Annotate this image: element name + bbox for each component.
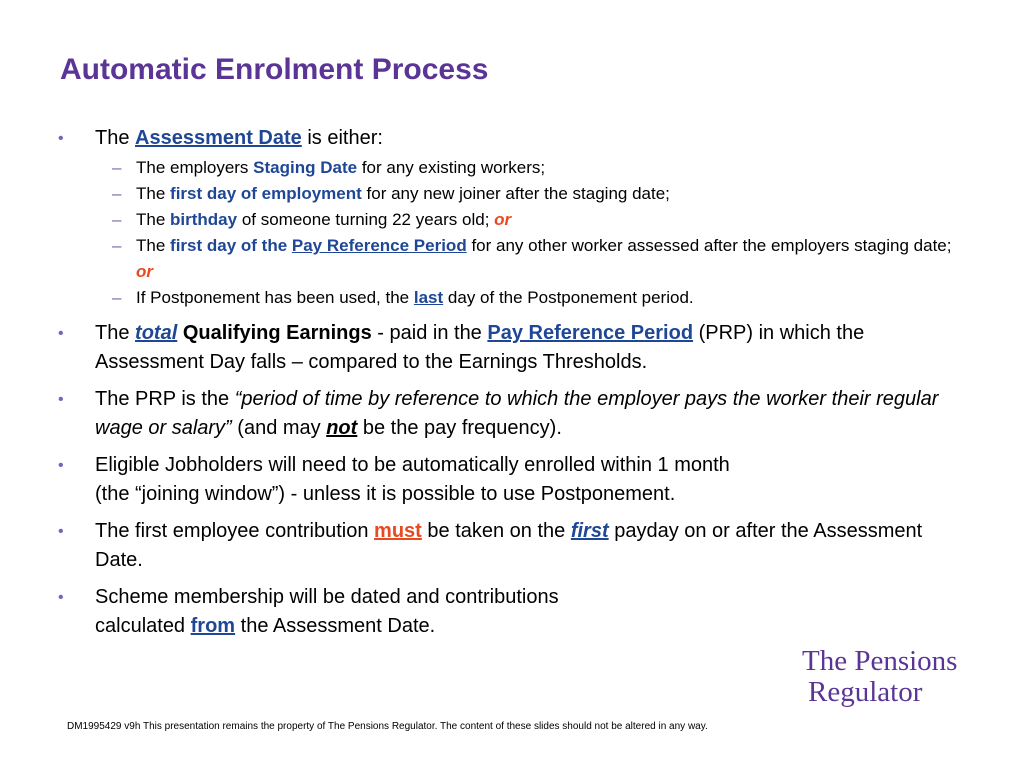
text: for any new joiner after the staging date; [366,184,670,203]
text: If Postponement has been used, the [136,288,410,307]
bullet-qualifying-earnings [58,319,958,377]
quote: “period of time by reference to which the employer pays the worker their regular wage or salary” [95,388,939,439]
dash-icon: – [112,158,122,177]
logo-line: The Pensions [802,645,958,677]
bullet-prp [58,385,958,443]
text: (PRP) in which the Assessment Day falls – compared to the Earnings Thresholds. [95,322,865,373]
dash-icon: – [112,236,122,255]
pensions-regulator-logo [802,646,957,708]
text: The [136,184,166,203]
bullet-dot-icon: • [58,457,64,474]
sub-item [94,233,957,285]
text: Scheme membership will be dated and contributions [95,586,559,608]
text: day of the Postponement period. [447,288,694,307]
or-emphasis: or [136,262,153,281]
text: for any existing workers; [361,158,546,177]
text: The [136,210,166,229]
text: is either: [307,127,383,149]
bullet-scheme-membership [58,583,958,641]
text: The [95,127,130,149]
logo-line: Regulator [808,676,923,708]
keyword: Qualifying Earnings [182,322,372,344]
or-emphasis: or [494,210,512,229]
keyword: last [413,288,444,307]
sub-item [94,155,957,181]
slide-title: Automatic Enrolment Process [60,53,489,86]
sub-item [94,207,957,233]
text: Eligible Jobholders will need to be automatically enrolled within 1 month [95,454,730,476]
dash-icon: – [112,288,122,307]
text: The [136,236,166,255]
bullet-dot-icon: • [58,391,64,408]
keyword: Pay Reference Period [487,322,694,344]
bullet-assessment-date [58,124,958,311]
keyword: birthday [170,210,238,229]
text: of someone turning 22 years old; [241,210,490,229]
keyword: total [135,322,178,344]
text: be the pay frequency). [362,417,562,439]
keyword: must [374,520,422,542]
text: - paid in the [377,322,482,344]
footer-note: DM1995429 v9h This presentation remains the property of The Pensions Regulator. The content of these slides should not be altered in any way. [67,721,708,732]
sub-item [94,285,957,311]
text: calculated [95,615,186,637]
sub-list [95,155,958,311]
dash-icon: – [112,184,122,203]
bullet-eligible-jobholders [58,451,958,509]
text: the Assessment Date. [240,615,436,637]
dash-icon: – [112,210,122,229]
bullet-dot-icon: • [58,523,64,540]
bullet-dot-icon: • [58,325,64,342]
text: The [95,322,130,344]
text: for any other worker assessed after the employers staging date; [471,236,952,255]
keyword: Assessment Date [135,127,302,149]
text: The PRP is the [95,388,230,410]
keyword: not [326,417,358,439]
text: (and may [237,417,321,439]
text: The employers [136,158,249,177]
bullet-first-contribution [58,517,958,575]
keyword: Pay Reference Period [291,236,467,255]
text: payday on or after the Assessment Date. [95,520,923,571]
keyword: first day of employment [170,184,362,203]
text: (the “joining window”) - unless it is possible to use Postponement. [95,483,676,505]
keyword: first day of the [170,236,288,255]
keyword: first [570,520,609,542]
text: be taken on the [427,520,566,542]
sub-item [94,181,957,207]
bullet-dot-icon: • [58,130,64,147]
keyword: Staging Date [253,158,358,177]
keyword: from [190,615,236,637]
bullet-dot-icon: • [58,589,64,606]
bullet-list [58,124,958,649]
text: The first employee contribution [95,520,369,542]
